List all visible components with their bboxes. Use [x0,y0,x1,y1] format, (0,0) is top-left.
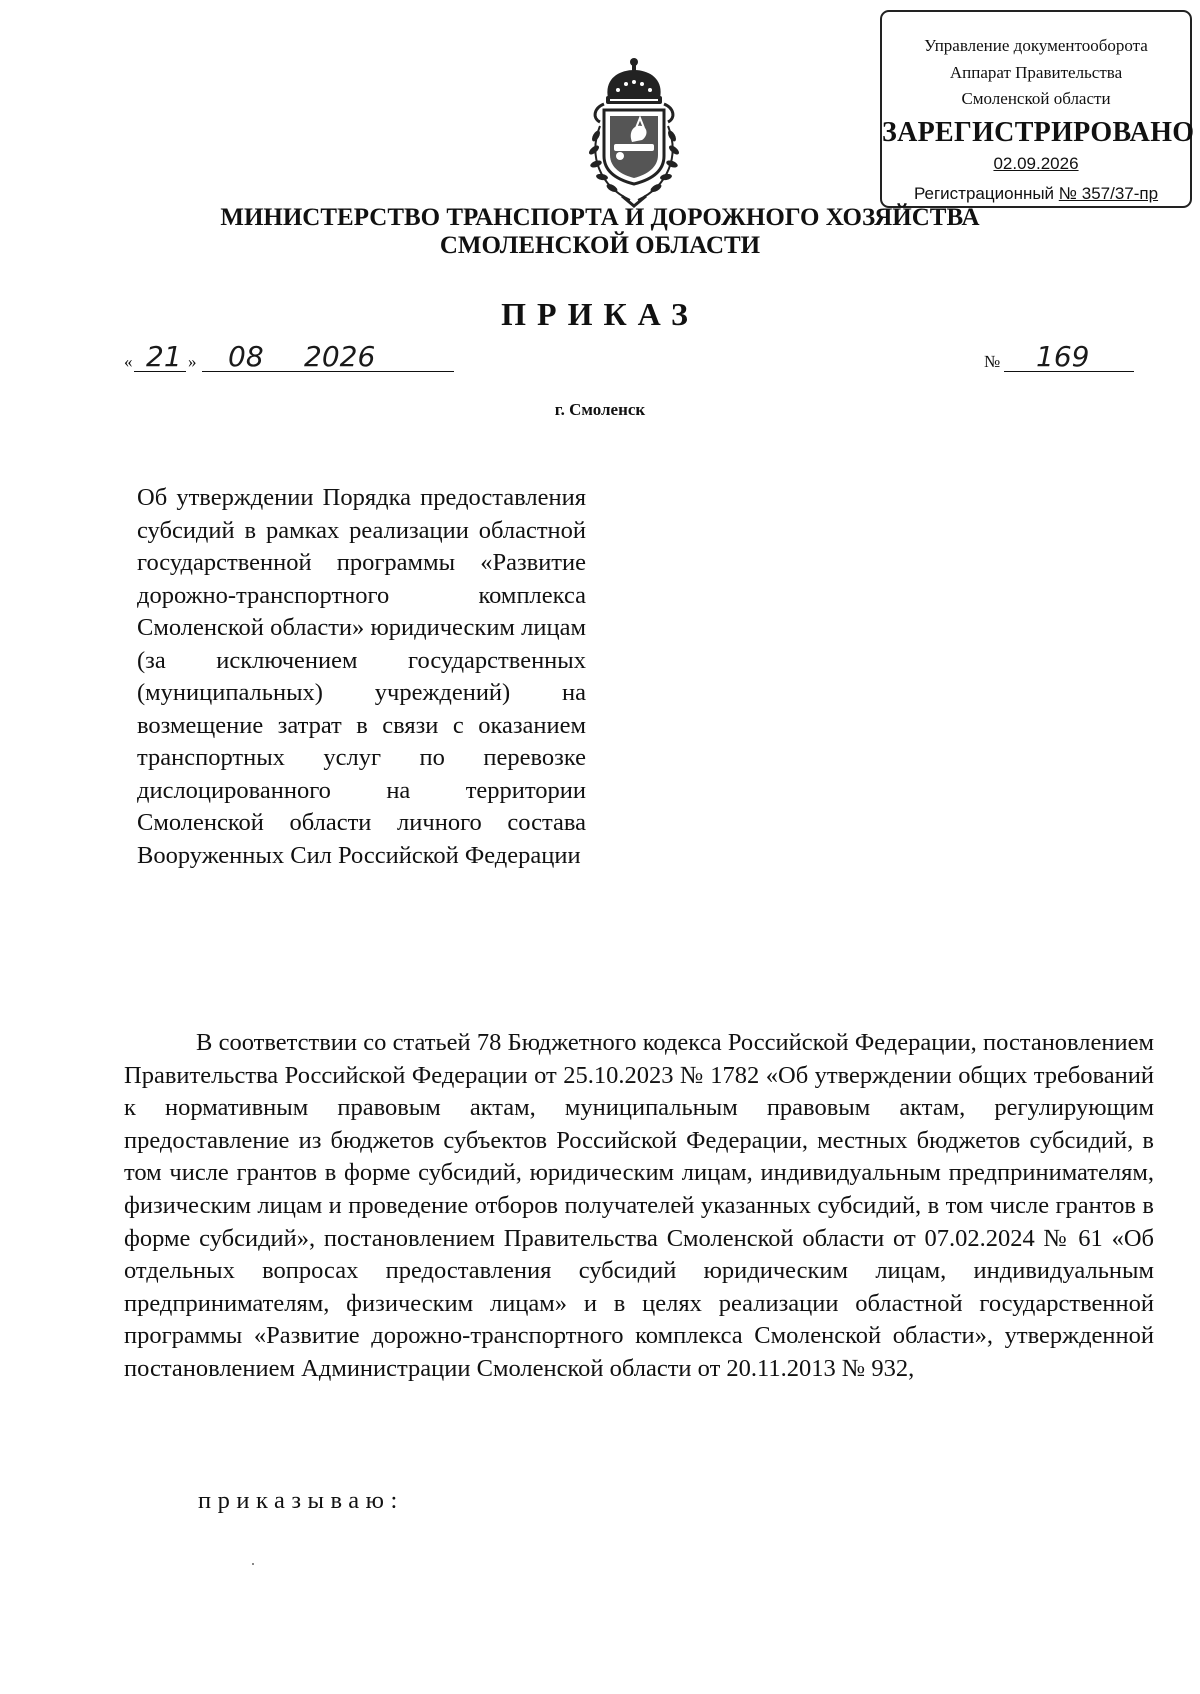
ministry-name-line2: СМОЛЕНСКОЙ ОБЛАСТИ [439,232,761,259]
coat-of-arms-icon [574,56,694,208]
number-value: 169 [1036,340,1090,373]
number-label: № [984,352,1001,371]
registration-stamp [880,10,1195,208]
orders-word: приказываю: [198,1487,404,1514]
date-quote-open: « [124,352,133,371]
stamp-registration [882,184,1190,204]
stamp-department: Управление документооборота [924,36,1148,55]
city: г. Смоленск [554,400,646,419]
date-quote-close: » [188,352,197,371]
order-number [984,336,1154,380]
ministry-name-line1: МИНИСТЕРСТВО ТРАНСПОРТА И ДОРОЖНОГО ХОЗЯЙСТВА [220,204,980,231]
date-day: 21 [146,340,182,373]
stamp-date: 02.09.2026 [993,154,1079,173]
stamp-registration-number: № 357/37-пр [1058,184,1159,203]
date-month: 08 [228,340,264,373]
stamp-office: Аппарат Правительства [949,63,1123,82]
date-year: 2026 [304,340,376,373]
scan-dot [252,1563,254,1565]
document-type: ПРИКАЗ [501,296,699,332]
stamp-region: Смоленской области [961,89,1111,108]
order-title: Об утверждении Порядка предоставления субсидий в рамках реализации областной государственной программы «Развитие дорожно-транспортного комплекса Смоленской области» юридическим лицам (за исключением государственных (муниципальных) учреждений) на возмещение затрат в связи с оказанием транспортных услуг по перевозке дислоцированного на территории Смоленской области личного состава Вооруженных Сил Российской Федерации [137,484,586,869]
stamp-status: ЗАРЕГИСТРИРОВАНО [882,117,1195,148]
order-preamble: В соответствии со статьей 78 Бюджетного кодекса Российской Федерации, постановлением Правительства Российской Федерации от 25.10.2023 № 1782 «Об утверждении общих требований к нормативным правовым актам, муниципальным правовым актам, регулирующим предоставление из бюджетов субъектов Российской Федерации, местных бюджетов субсидий, в том числе грантов в форме субсидий, юридическим лицам, индивидуальным предпринимателям, физическим лицам и проведение отборов получателей указанных субсидий, в том числе грантов в форме субсидий», постановлением Правительства Смоленской области от 07.02.2024 № 61 «Об отдельных вопросах предоставления субсидий юридическим лицам, индивидуальным предпринимателям, физическим лицам» и в целях реализации областной государственной программы «Развитие дорожно-транспортного комплекса Смоленской области», утвержденной постановлением Администрации Смоленской области от 20.11.2013 № 932, [124,1029,1154,1382]
order-date [124,336,454,380]
stamp-registration-label: Регистрационный [913,184,1059,203]
